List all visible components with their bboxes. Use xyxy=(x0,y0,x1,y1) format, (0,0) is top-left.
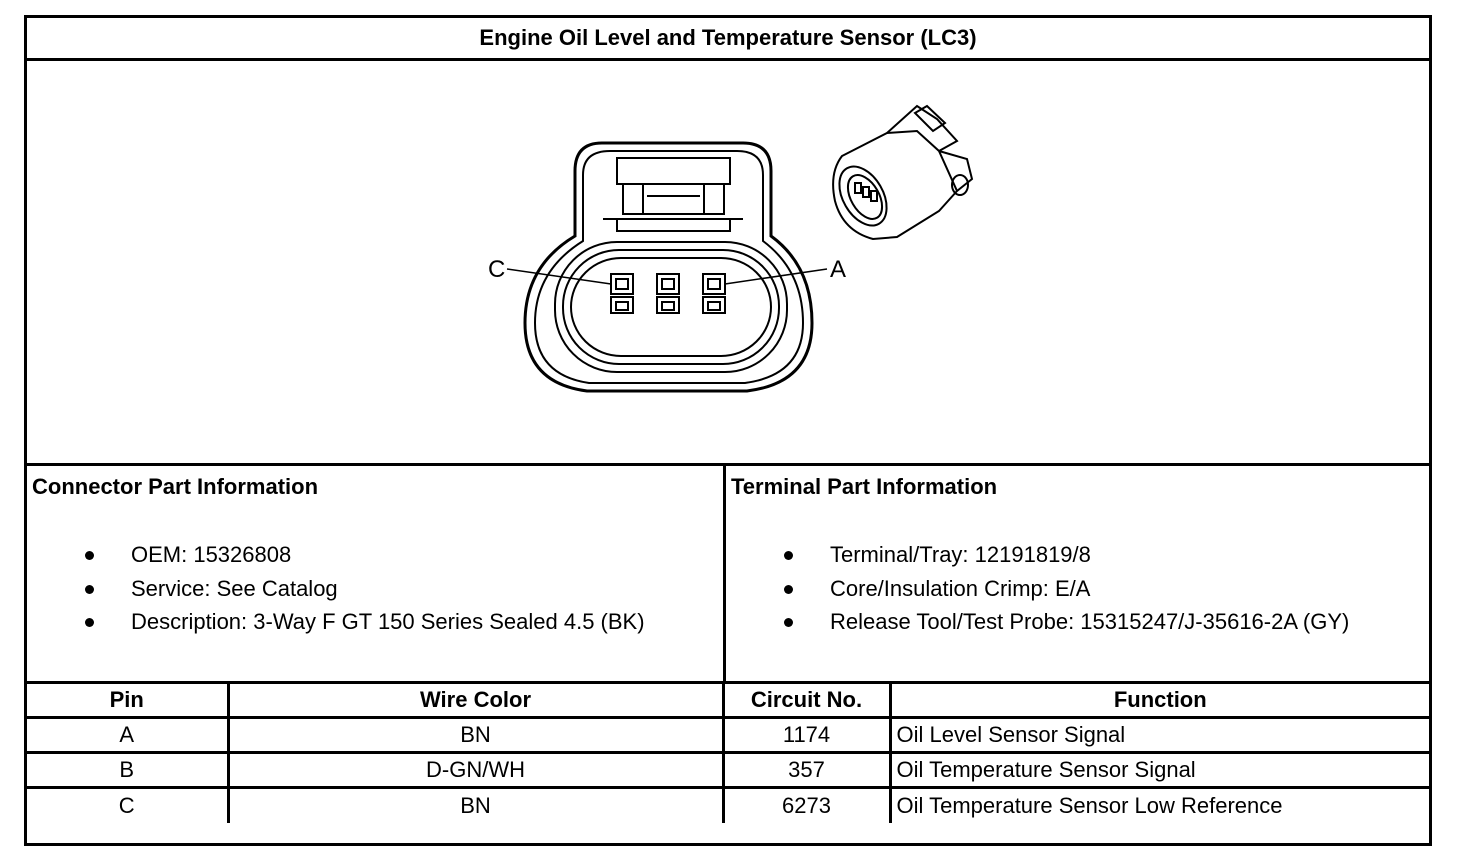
connector-info-heading: Connector Part Information xyxy=(32,474,319,499)
table-row xyxy=(27,753,1429,788)
cell-circuit: 1174 xyxy=(723,718,890,753)
header-circuit: Circuit No. xyxy=(723,683,890,718)
cell-wire-color: D-GN/WH xyxy=(228,753,723,788)
pin-label-c: C xyxy=(488,256,506,283)
table-row xyxy=(27,718,1429,753)
connector-isometric-icon xyxy=(830,106,972,239)
bullet-icon xyxy=(85,618,94,627)
cell-function: Oil Temperature Sensor Signal xyxy=(890,753,1429,788)
bullet-icon xyxy=(85,551,94,560)
terminal-part-info: Terminal Part Information Terminal/Tray: 12191819/8 Core/Insulation Crimp: E/A Release Tool/Test Probe: 15315247/J-35616-2A (GY) xyxy=(723,466,1429,681)
table-row xyxy=(27,788,1429,823)
connector-part-info: Connector Part Information OEM: 15326808 Service: See Catalog Description: 3-Way F GT 150 Series Sealed 4.5 (BK) xyxy=(32,474,645,634)
cell-circuit: 6273 xyxy=(723,788,890,823)
table-header-row xyxy=(27,683,1429,718)
part-info-row xyxy=(27,463,1429,681)
cell-wire-color: BN xyxy=(228,788,723,823)
header-pin: Pin xyxy=(27,683,228,718)
cell-pin: B xyxy=(27,753,228,788)
connector-face-icon xyxy=(507,143,827,391)
bullet-icon xyxy=(784,618,793,627)
header-function: Function xyxy=(890,683,1429,718)
cell-pin: A xyxy=(27,718,228,753)
pinout-table xyxy=(27,681,1429,823)
terminal-info-heading: Terminal Part Information xyxy=(731,474,998,499)
pin-label-a: A xyxy=(830,256,847,283)
bullet-icon xyxy=(784,585,793,594)
connector-sheet xyxy=(24,15,1432,846)
cell-function: Oil Temperature Sensor Low Reference xyxy=(890,788,1429,823)
page-title: Engine Oil Level and Temperature Sensor (LC3) xyxy=(27,18,1429,61)
cell-function: Oil Level Sensor Signal xyxy=(890,718,1429,753)
cell-circuit: 357 xyxy=(723,753,890,788)
header-wire-color: Wire Color xyxy=(228,683,723,718)
cell-pin: C xyxy=(27,788,228,823)
bullet-icon xyxy=(85,585,94,594)
connector-diagram xyxy=(27,61,1429,463)
bullet-icon xyxy=(784,551,793,560)
connector-drawing xyxy=(27,61,1429,463)
cell-wire-color: BN xyxy=(228,718,723,753)
